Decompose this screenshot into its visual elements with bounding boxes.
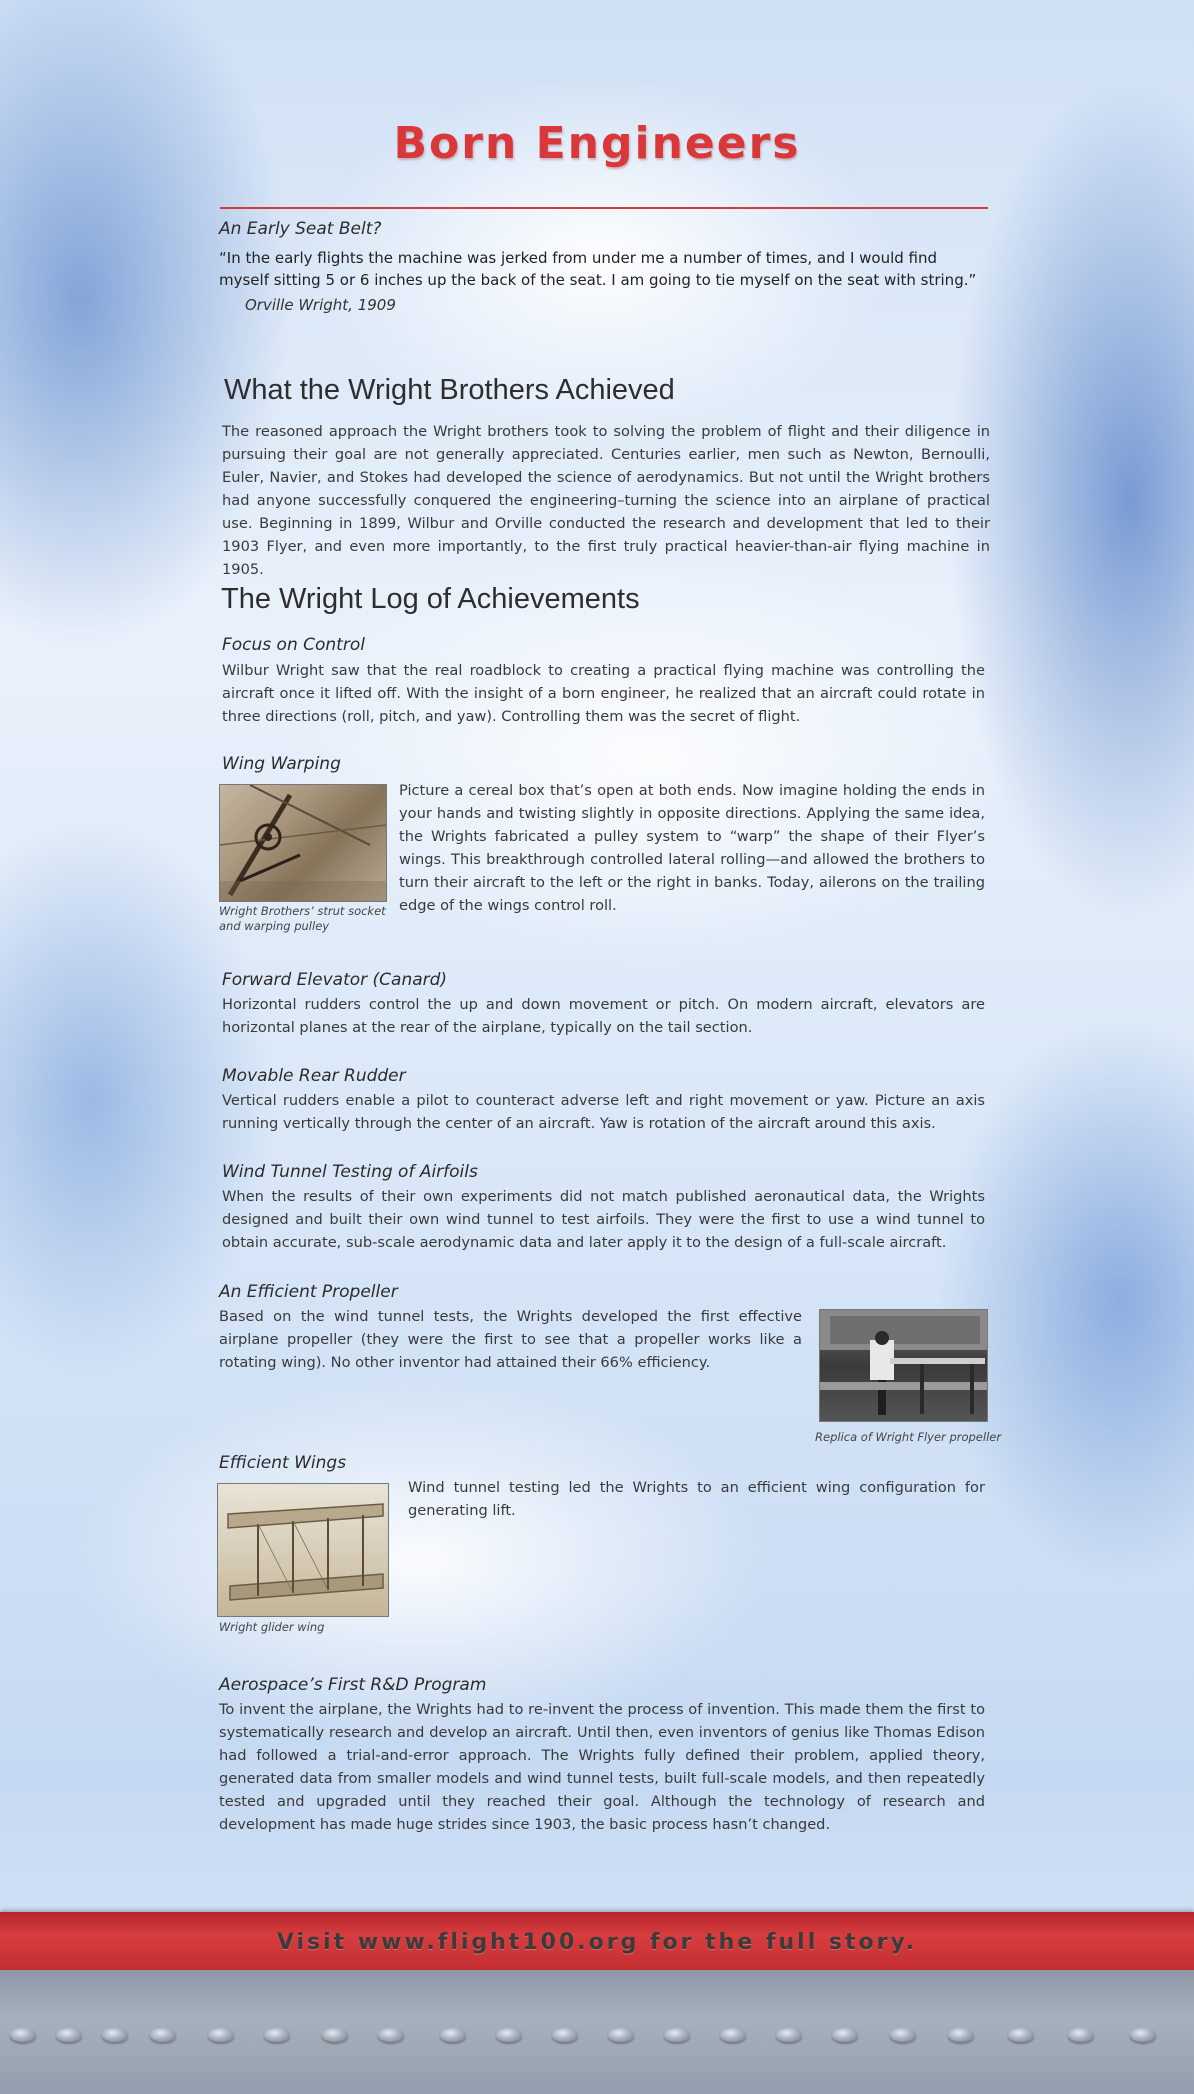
- rivet-icon: [1008, 2028, 1034, 2042]
- tunnel-heading: Wind Tunnel Testing of Airfoils: [222, 1162, 478, 1182]
- control-heading: Focus on Control: [222, 635, 365, 655]
- propeller-body: Based on the wind tunnel tests, the Wrights developed the first effective airplane propeller (they were the first to see that a propeller works like a rotating wing). No other inventor had attained their 66% efficiency.: [219, 1308, 802, 1371]
- rivet-icon: [1130, 2028, 1156, 2042]
- wings-caption: Wright glider wing: [219, 1620, 325, 1634]
- elevator-heading: Forward Elevator (Canard): [222, 970, 448, 990]
- rnd-heading: Aerospace’s First R&D Program: [219, 1675, 487, 1695]
- seatbelt-heading: An Early Seat Belt?: [219, 219, 382, 239]
- wings-heading: Efficient Wings: [219, 1453, 347, 1473]
- achieved-body: The reasoned approach the Wright brothers took to solving the problem of flight and their diligence in pursuing their goal are not generally appreciated. Centuries earlier, men such as Newton, Bernoulli, Euler, Navier, and Stokes had developed the science of aerodynamics. But not until the Wright brothers had anyone successfully conquered the engineering–turning the science into an airplane of practical use. Beginning in 1899, Wilbur and Orville conducted the research and development that led to their 1903 Flyer, and even more importantly, to the first truly practical heavier-than-air flying machine in 1905.: [222, 423, 990, 578]
- strut-socket-photo: [219, 784, 387, 902]
- rivet-icon: [322, 2028, 348, 2042]
- rivet-icon: [56, 2028, 82, 2042]
- rivet-icon: [208, 2028, 234, 2042]
- glider-wing-image: [218, 1484, 388, 1616]
- rivet-icon: [102, 2028, 128, 2042]
- wings-body: Wind tunnel testing led the Wrights to an efficient wing configuration for generating lift.: [408, 1479, 985, 1519]
- warping-caption-line2: and warping pulley: [219, 919, 330, 933]
- rivet-icon: [150, 2028, 176, 2042]
- warping-body: Picture a cereal box that’s open at both ends. Now imagine holding the ends in your hands and twisting slightly in opposite directions. Applying the same idea, the Wrights fabricated a pulley system to “warp” the shape of their Flyer’s wings. This breakthrough controlled lateral rolling—and allowed the brothers to turn their aircraft to the left or the right in banks. Today, ailerons on the trailing edge of the wings control roll.: [399, 782, 985, 914]
- propeller-heading: An Efficient Propeller: [219, 1282, 398, 1302]
- rivet-icon: [608, 2028, 634, 2042]
- seatbelt-attribution: Orville Wright, 1909: [245, 296, 396, 314]
- title-divider: [220, 207, 988, 209]
- page-title: Born Engineers: [393, 118, 801, 169]
- achieved-heading: What the Wright Brothers Achieved: [224, 374, 675, 406]
- rudder-body: Vertical rudders enable a pilot to counteract adverse left and right movement or yaw. Picture an axis running vertically through the center of an aircraft. Yaw is rotation of the aircraft around this axis.: [222, 1092, 985, 1132]
- elevator-body: Horizontal rudders control the up and down movement or pitch. On modern aircraft, elevators are horizontal planes at the rear of the airplane, typically on the tail section.: [222, 996, 985, 1036]
- strut-socket-image: [220, 785, 386, 901]
- rivet-icon: [440, 2028, 466, 2042]
- rivet-icon: [664, 2028, 690, 2042]
- rivet-icon: [890, 2028, 916, 2042]
- rivet-icon: [776, 2028, 802, 2042]
- footer-link-text[interactable]: Visit www.flight100.org for the full story.: [276, 1930, 918, 1955]
- tunnel-body: When the results of their own experiments did not match published aeronautical data, the Wrights designed and built their own wind tunnel to test airfoils. They were the first to use a wind tunnel to obtain accurate, sub-scale aerodynamic data and later apply it to the design of a full-scale aircraft.: [222, 1188, 985, 1251]
- rivet-icon: [496, 2028, 522, 2042]
- rivet-icon: [1068, 2028, 1094, 2042]
- rivet-icon: [832, 2028, 858, 2042]
- rivet-icon: [552, 2028, 578, 2042]
- rnd-body: To invent the airplane, the Wrights had to re-invent the process of invention. This made them the first to systematically research and develop an aircraft. Until then, even inventors of genius like Thomas Edison had followed a trial-and-error approach. The Wrights fully defined their problem, applied theory, generated data from smaller models and wind tunnel tests, built full-scale models, and then repeatedly tested and upgraded until they reached their goal. Although the technology of research and development has made huge strides since 1903, the basic process hasn’t changed.: [219, 1701, 985, 1833]
- log-heading: The Wright Log of Achievements: [221, 583, 640, 615]
- rivet-icon: [10, 2028, 36, 2042]
- propeller-photo: [819, 1309, 988, 1422]
- warping-caption: [219, 904, 386, 934]
- glider-wing-photo: [217, 1483, 389, 1617]
- control-body: Wilbur Wright saw that the real roadblock to creating a practical flying machine was controlling the aircraft once it lifted off. With the insight of a born engineer, he realized that an aircraft could rotate in three directions (roll, pitch, and yaw). Controlling them was the secret of flight.: [222, 662, 985, 725]
- warping-heading: Wing Warping: [222, 754, 341, 774]
- riveted-metal-strip: [0, 1970, 1194, 2094]
- rivet-icon: [264, 2028, 290, 2042]
- propeller-caption: Replica of Wright Flyer propeller: [815, 1430, 1002, 1444]
- warping-caption-line1: Wright Brothers’ strut socket: [219, 904, 386, 918]
- seatbelt-quote: “In the early flights the machine was jerked from under me a number of times, and I would find myself sitting 5 or 6 inches up the back of the seat. I am going to tie myself on the seat with string.”: [219, 249, 977, 289]
- rivet-icon: [720, 2028, 746, 2042]
- propeller-image: [820, 1310, 987, 1421]
- rivet-icon: [378, 2028, 404, 2042]
- rudder-heading: Movable Rear Rudder: [222, 1066, 406, 1086]
- rivet-icon: [948, 2028, 974, 2042]
